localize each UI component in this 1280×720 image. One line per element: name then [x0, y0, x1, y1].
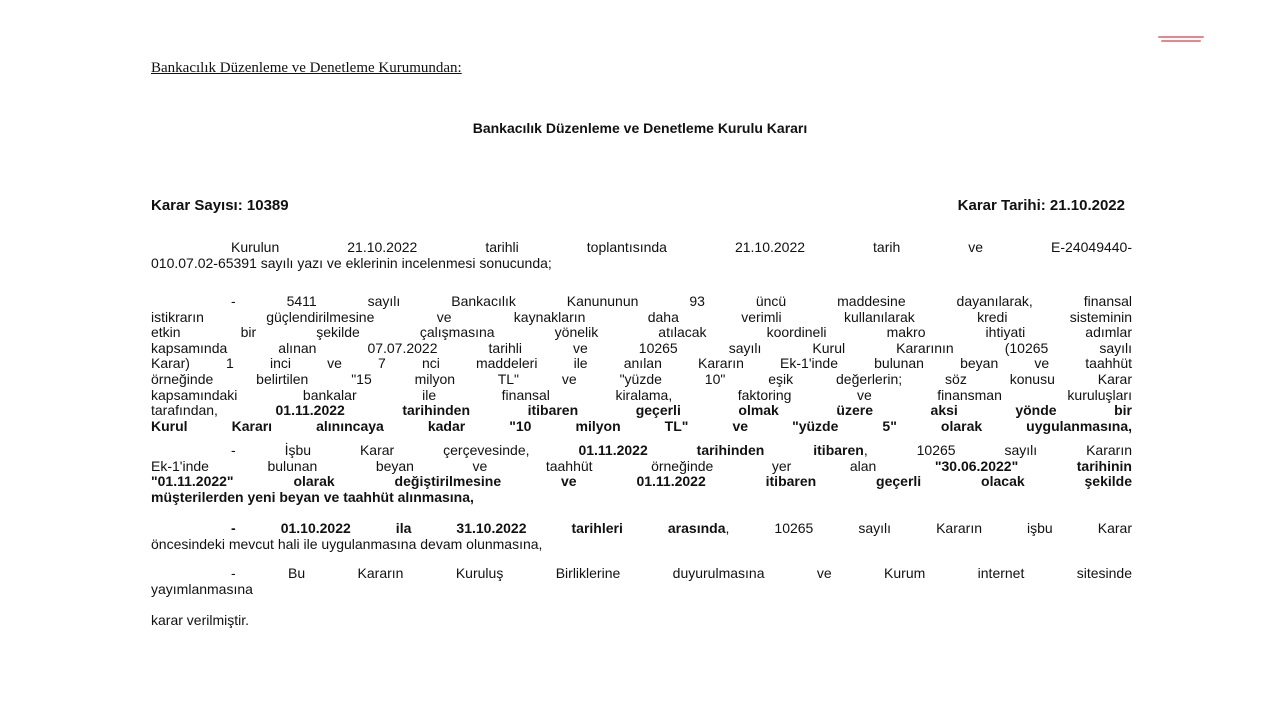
paragraph-line — [151, 403, 1132, 419]
paragraph-threshold-change — [151, 294, 1132, 434]
paragraph-line: kapsamındaki bankalar ile finansal kiralama, faktoring ve finansman kuruluşları — [151, 386, 1132, 403]
paragraph-line: "01.11.2022" olarak değiştirilmesine ve 01.11.2022 itibaren geçerli olacak şekilde — [151, 473, 1132, 490]
bold-text-run: "30.06.2022" tarihinin — [934, 457, 1132, 474]
paragraph-line: Karar) 1 inci ve 7 nci maddeleri ile anılan Kararın Ek-1'inde bulunan beyan ve taahhüt — [151, 355, 1132, 372]
bold-text-run: - 01.10.2022 ila 31.10.2022 tarihleri arasında — [231, 520, 726, 536]
bold-text-run: 01.11.2022 tarihinden itibaren — [578, 442, 864, 458]
text-run: , 10265 sayılı Kararın — [863, 442, 1133, 458]
paragraph-publication — [151, 566, 1132, 597]
paragraph-line: örneğinde belirtilen "15 milyon TL" ve "yüzde 10" eşik değerlerin; söz konusu Karar — [151, 370, 1132, 387]
paragraph-line: istikrarın güçlendirilmesine ve kaynakların daha verimli kullanılarak kredi sisteminin — [151, 308, 1132, 325]
paragraph-line — [151, 521, 1132, 537]
paragraph-line — [151, 459, 1132, 475]
text-run: , 10265 sayılı Kararın işbu Karar — [725, 520, 1132, 536]
paragraph-date-change — [151, 443, 1132, 505]
paragraph-line — [151, 443, 1132, 459]
text-run: tarafından, — [151, 402, 276, 419]
decision-number: Karar Sayısı: 10389 — [151, 197, 289, 214]
paragraph-line: - 5411 sayılı Bankacılık Kanununun 93 üncü maddesine dayanılarak, finansal — [231, 293, 1132, 309]
bold-text-run: 01.11.2022 tarihinden itibaren geçerli olmak üzere aksi yönde bir — [275, 402, 1133, 419]
paragraph-line: etkin bir şekilde çalışmasına yönelik atılacak koordineli makro ihtiyati adımlar — [151, 324, 1132, 341]
paragraph-line: Kurul Kararı alınıncaya kadar "10 milyon TL" ve "yüzde 5" olarak uygulanmasına, — [151, 417, 1132, 434]
document-title: Bankacılık Düzenleme ve Denetleme Kurulu Kararı — [472, 120, 808, 136]
paragraph-line: Kurulun 21.10.2022 tarihli toplantısında 21.10.2022 tarih ve E-24049440- — [231, 239, 1132, 255]
closing-statement: karar verilmiştir. — [151, 612, 250, 628]
logo-mark-icon — [1158, 36, 1204, 42]
paragraph-transition-period — [151, 521, 1132, 552]
institution-header: Bankacılık Düzenleme ve Denetleme Kurumundan: — [151, 60, 462, 76]
text-run: - İşbu Karar çerçevesinde, — [231, 442, 579, 458]
decision-date: Karar Tarihi: 21.10.2022 — [957, 197, 1125, 214]
paragraph-line: kapsamında alınan 07.07.2022 tarihli ve 10265 sayılı Kurul Kararının (10265 sayılı — [151, 339, 1132, 356]
text-run: Ek-1'inde bulunan beyan ve taahhüt örneğinde yer alan — [151, 457, 935, 474]
paragraph-line: - Bu Kararın Kuruluş Birliklerine duyurulmasına ve Kurum internet sitesinde — [231, 565, 1132, 581]
paragraph-intro — [151, 240, 1132, 271]
paragraph-line: 010.07.02-65391 sayılı yazı ve eklerinin incelenmesi sonucunda; — [151, 254, 552, 271]
paragraph-line: müşterilerden yeni beyan ve taahhüt alınmasına, — [151, 488, 474, 505]
paragraph-line: öncesindeki mevcut hali ile uygulanmasına devam olunmasına, — [151, 535, 543, 552]
paragraph-line: yayımlanmasına — [151, 580, 253, 597]
